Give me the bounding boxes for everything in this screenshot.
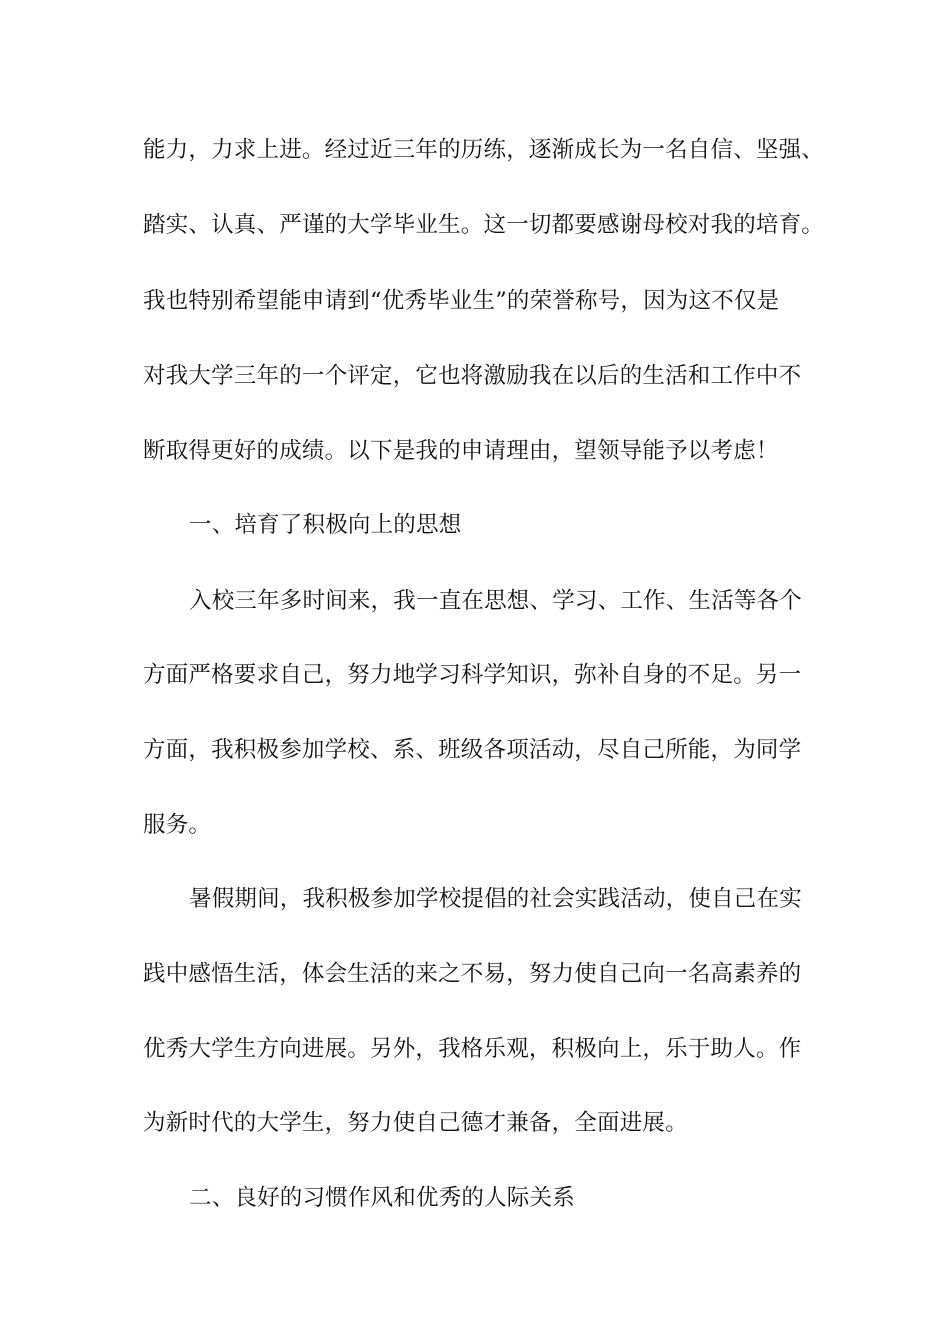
text-line: 我也特别希望能申请到“优秀毕业生”的荣誉称号，因为这不仅是: [143, 288, 780, 314]
section-heading: 一、培育了积极向上的思想: [189, 512, 462, 538]
text-line: 优秀大学生方向进展。另外，我格乐观，积极向上，乐于助人。作: [143, 1036, 802, 1062]
text-line: 断取得更好的成绩。以下是我的申请理由，望领导能予以考虑！: [143, 438, 779, 464]
text-line: 为新时代的大学生，努力使自己德才兼备，全面进展。: [143, 1110, 688, 1136]
text-line: 能力，力求上进。经过近三年的历练，逐渐成长为一名自信、坚强、: [143, 137, 825, 163]
text-line: 暑假期间，我积极参加学校提倡的社会实践活动，使自己在实: [189, 886, 802, 912]
text-line: 对我大学三年的一个评定，它也将激励我在以后的生活和工作中不: [143, 363, 802, 389]
text-line: 入校三年多时间来，我一直在思想、学习、工作、生活等各个: [189, 588, 802, 614]
text-line: 方面，我积极参加学校、系、班级各项活动，尽自己所能，为同学: [143, 737, 802, 763]
text-line: 服务。: [143, 812, 212, 838]
text-line: 踏实、认真、严谨的大学毕业生。这一切都要感谢母校对我的培育。: [143, 212, 825, 238]
text-line: 方面严格要求自己，努力地学习科学知识，弥补自身的不足。另一: [143, 662, 802, 688]
section-heading: 二、良好的习惯作风和优秀的人际关系: [189, 1185, 575, 1211]
text-line: 践中感悟生活，体会生活的来之不易，努力使自己向一名高素养的: [143, 961, 802, 987]
